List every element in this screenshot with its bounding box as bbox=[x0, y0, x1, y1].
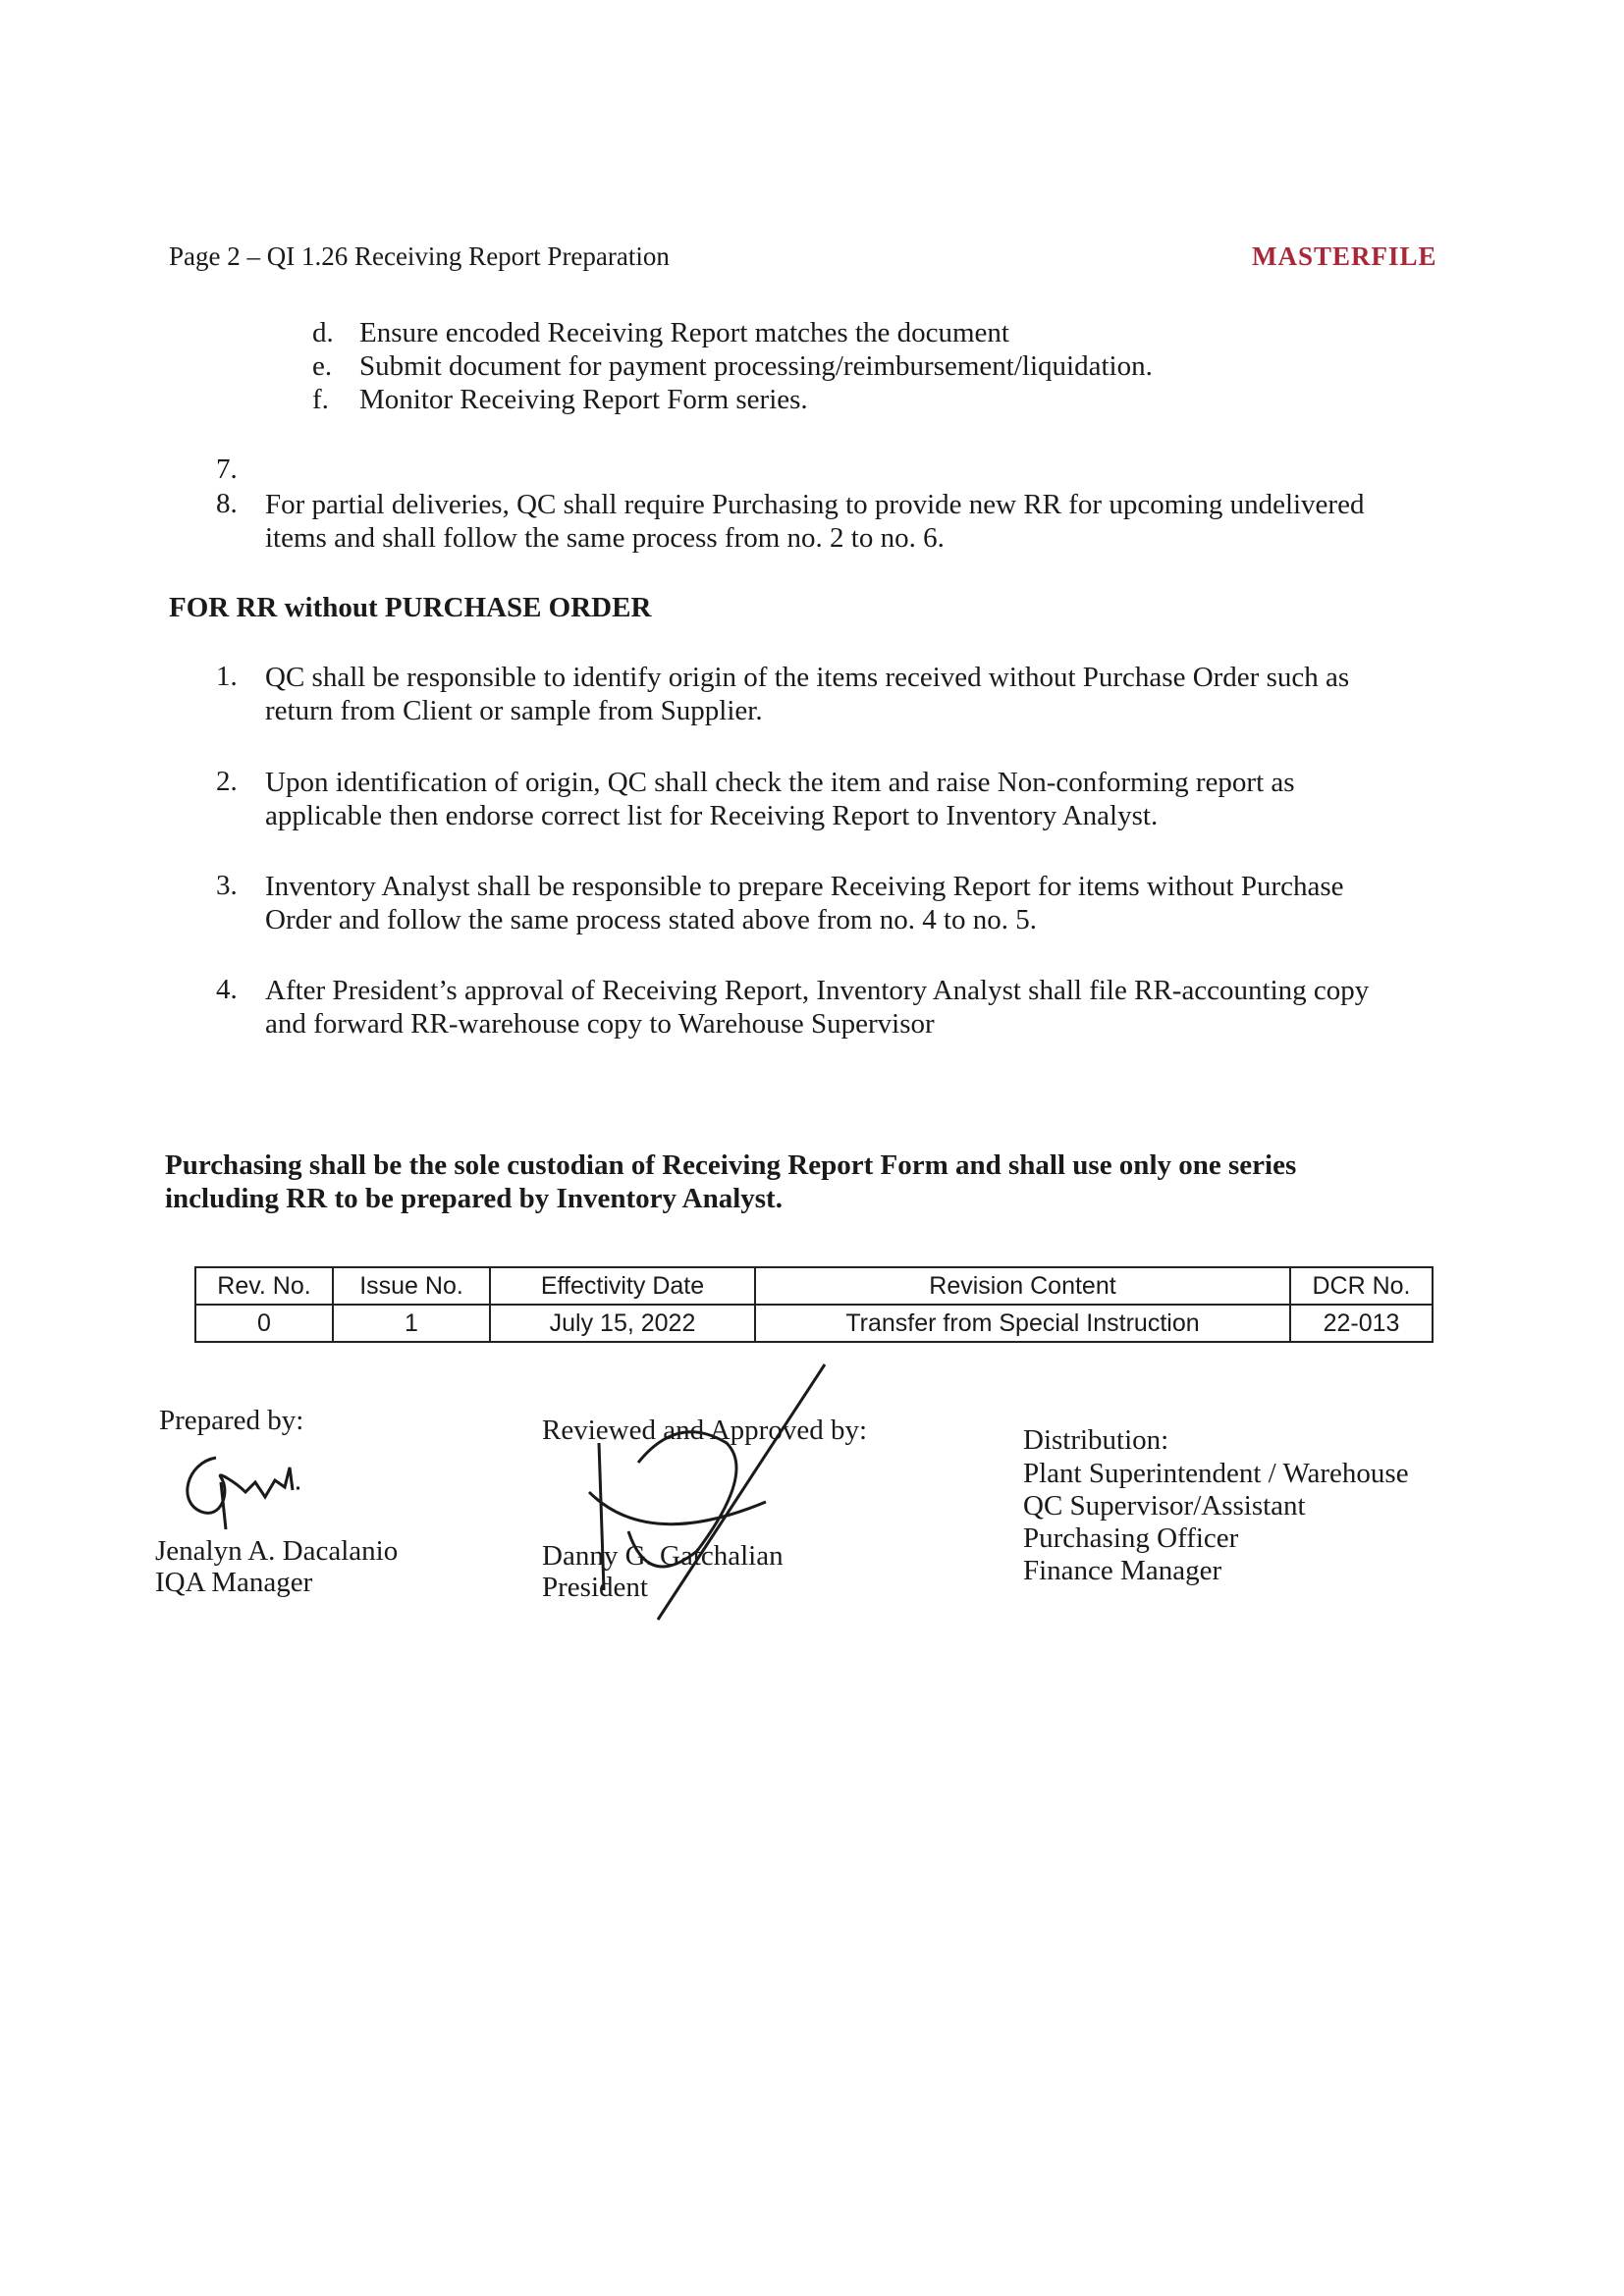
col-header-rev-no: Rev. No. bbox=[195, 1267, 333, 1305]
distribution-item: Purchasing Officer bbox=[1023, 1522, 1239, 1554]
step-1-line1: QC shall be responsible to identify origin of the items received without Purchase Order such as bbox=[265, 662, 1350, 693]
prepared-by-title: IQA Manager bbox=[155, 1567, 313, 1598]
cell-issue-no: 1 bbox=[333, 1305, 490, 1342]
revision-table bbox=[194, 1266, 1434, 1343]
section-heading: FOR RR without PURCHASE ORDER bbox=[169, 592, 652, 623]
col-header-issue-no: Issue No. bbox=[333, 1267, 490, 1305]
step-3-number: 3. bbox=[216, 870, 238, 901]
step-2-number: 2. bbox=[216, 766, 238, 797]
approved-by-title: President bbox=[542, 1572, 648, 1603]
col-header-revision-content: Revision Content bbox=[755, 1267, 1290, 1305]
cell-effectivity-date: July 15, 2022 bbox=[490, 1305, 755, 1342]
step-2-line2: applicable then endorse correct list for Receiving Report to Inventory Analyst. bbox=[265, 800, 1159, 831]
step-1-number: 1. bbox=[216, 661, 238, 692]
prepared-by-name: Jenalyn A. Dacalanio bbox=[155, 1535, 399, 1567]
step-3-line1: Inventory Analyst shall be responsible to prepare Receiving Report for items without Purchase bbox=[265, 871, 1344, 902]
item-8-line1: For partial deliveries, QC shall require Purchasing to provide new RR for upcoming undelivered bbox=[265, 489, 1365, 520]
page-header-title: Page 2 – QI 1.26 Receiving Report Preparation bbox=[169, 241, 670, 271]
custodian-note-line1: Purchasing shall be the sole custodian of Receiving Report Form and shall use only one series bbox=[165, 1149, 1297, 1181]
sub-item-letter-d: d. bbox=[312, 317, 334, 348]
approved-by-name: Danny G. Gatchalian bbox=[542, 1540, 784, 1572]
step-2-line1: Upon identification of origin, QC shall check the item and raise Non-conforming report as bbox=[265, 767, 1295, 798]
sub-item-text-e: Submit document for payment processing/reimbursement/liquidation. bbox=[359, 350, 1153, 382]
masterfile-stamp: MASTERFILE bbox=[1252, 241, 1437, 271]
revision-table-header-row bbox=[195, 1267, 1433, 1305]
item-7-number: 7. bbox=[216, 454, 238, 485]
distribution-item: Finance Manager bbox=[1023, 1555, 1222, 1586]
step-4-line1: After President’s approval of Receiving Report, Inventory Analyst shall file RR-accounting copy bbox=[265, 975, 1370, 1006]
approved-by-label: Reviewed and Approved by: bbox=[542, 1415, 868, 1446]
sub-item-letter-e: e. bbox=[312, 350, 333, 382]
sub-item-text-f: Monitor Receiving Report Form series. bbox=[359, 384, 808, 415]
step-4-number: 4. bbox=[216, 974, 238, 1005]
step-4-line2: and forward RR-warehouse copy to Warehouse Supervisor bbox=[265, 1008, 935, 1040]
prepared-by-label: Prepared by: bbox=[159, 1405, 304, 1436]
item-8-number: 8. bbox=[216, 488, 238, 519]
sub-item-text-d: Ensure encoded Receiving Report matches the document bbox=[359, 317, 1009, 348]
item-8-line2: items and shall follow the same process from no. 2 to no. 6. bbox=[265, 522, 945, 554]
distribution-item: Plant Superintendent / Warehouse bbox=[1023, 1458, 1409, 1489]
step-1-line2: return from Client or sample from Supplier. bbox=[265, 695, 763, 726]
cell-rev-no: 0 bbox=[195, 1305, 333, 1342]
step-3-line2: Order and follow the same process stated above from no. 4 to no. 5. bbox=[265, 904, 1038, 935]
prepared-signature bbox=[177, 1453, 324, 1531]
table-row bbox=[195, 1305, 1433, 1342]
col-header-effectivity-date: Effectivity Date bbox=[490, 1267, 755, 1305]
cell-revision-content: Transfer from Special Instruction bbox=[755, 1305, 1290, 1342]
cell-dcr-no: 22-013 bbox=[1290, 1305, 1433, 1342]
col-header-dcr-no: DCR No. bbox=[1290, 1267, 1433, 1305]
distribution-label: Distribution: bbox=[1023, 1424, 1169, 1456]
custodian-note-line2: including RR to be prepared by Inventory Analyst. bbox=[165, 1183, 783, 1214]
sub-item-letter-f: f. bbox=[312, 384, 329, 415]
distribution-item: QC Supervisor/Assistant bbox=[1023, 1490, 1306, 1522]
